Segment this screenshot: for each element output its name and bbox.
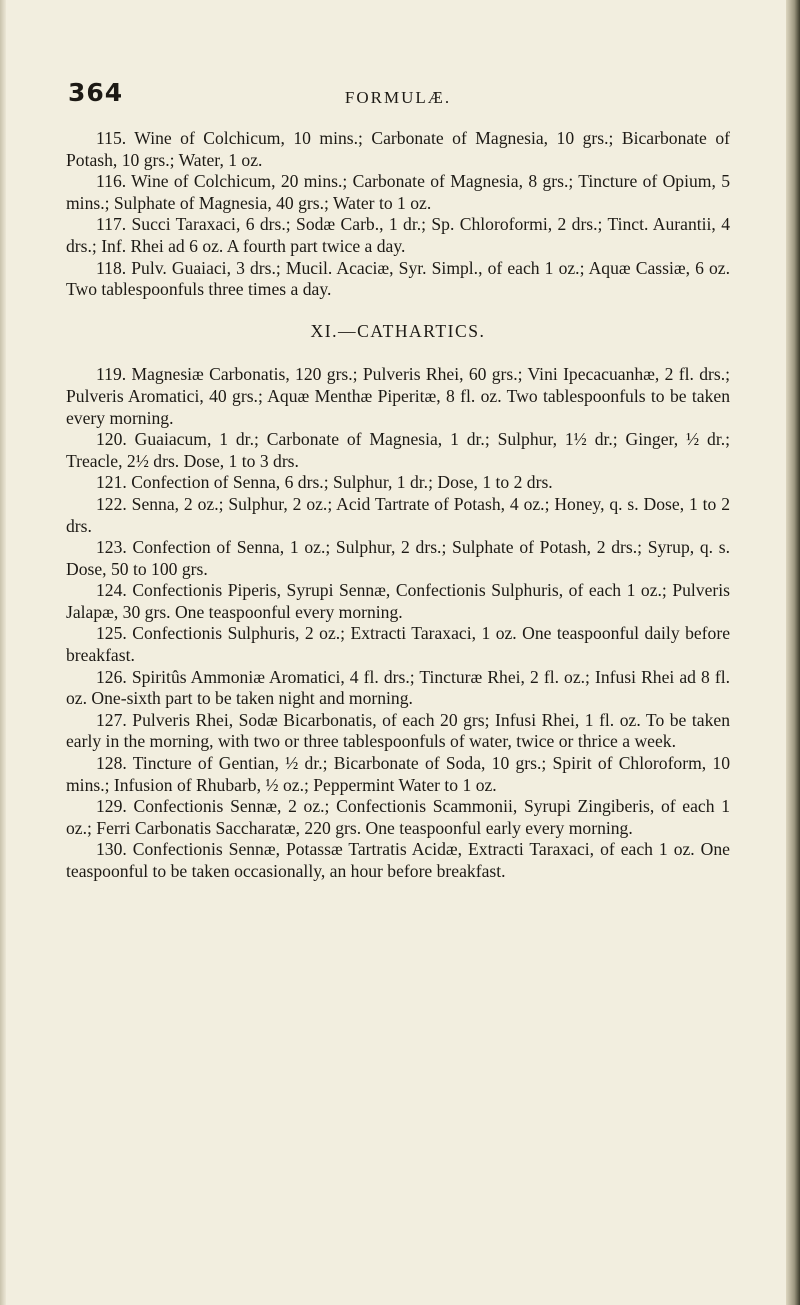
running-head: FORMULÆ.: [344, 88, 452, 107]
formula-125: 125. Confectionis Sulphuris, 2 oz.; Extracti Taraxaci, 1 oz. One teaspoonful daily before breakfast.: [66, 623, 730, 666]
section-heading: XI.—CATHARTICS.: [310, 320, 486, 341]
page-right-edge: [786, 0, 800, 1305]
formula-123: 123. Confection of Senna, 1 oz.; Sulphur, 2 drs.; Sulphate of Potash, 2 drs.; Syrup, q. s. Dose, 50 to 100 grs.: [66, 537, 730, 579]
formula-121: 121. Confection of Senna, 6 drs.; Sulphur, 1 dr.; Dose, 1 to 2 drs.: [96, 472, 553, 493]
formula-128: 128. Tincture of Gentian, ½ dr.; Bicarbonate of Soda, 10 grs.; Spirit of Chloroform, 10 mins.; Infusion of Rhubarb, ½ oz.; Peppermint Water to 1 oz.: [66, 753, 730, 795]
formula-118: 118. Pulv. Guaiaci, 3 drs.; Mucil. Acaciæ, Syr. Simpl., of each 1 oz.; Aquæ Cassiæ, 6 oz. Two tablespoonfuls three times a day.: [66, 257, 730, 300]
page-number: 364: [68, 78, 124, 107]
formula-126: 126. Spiritûs Ammoniæ Aromatici, 4 fl. drs.; Tincturæ Rhei, 2 fl. oz.; Infusi Rhei ad 8 fl. oz. One-sixth part to be taken night and morning.: [66, 666, 730, 709]
page-left-edge: [0, 0, 6, 1305]
formula-124: 124. Confectionis Piperis, Syrupi Sennæ, Confectionis Sulphuris, of each 1 oz.; Pulveris Jalapæ, 30 grs. One teaspoonful every morning.: [66, 580, 730, 622]
formula-127: 127. Pulveris Rhei, Sodæ Bicarbonatis, of each 20 grs; Infusi Rhei, 1 fl. oz. To be taken early in the morning, with two or three tablespoonfuls of water, twice or thrice a week.: [66, 709, 730, 752]
formula-120: 120. Guaiacum, 1 dr.; Carbonate of Magnesia, 1 dr.; Sulphur, 1½ dr.; Ginger, ½ dr.; Treacle, 2½ drs. Dose, 1 to 3 drs.: [66, 429, 730, 471]
formula-115: 115. Wine of Colchicum, 10 mins.; Carbonate of Magnesia, 10 grs.; Bicarbonate of Potash, 10 grs.; Water, 1 oz.: [66, 128, 730, 170]
formula-117: 117. Succi Taraxaci, 6 drs.; Sodæ Carb., 1 dr.; Sp. Chloroformi, 2 drs.; Tinct. Aurantii, 4 drs.; Inf. Rhei ad 6 oz. A fourth part twice a day.: [66, 214, 730, 256]
formula-129: 129. Confectionis Sennæ, 2 oz.; Confectionis Scammonii, Syrupi Zingiberis, of each 1 oz.; Ferri Carbonatis Saccharatæ, 220 grs. One teaspoonful early every morning.: [66, 796, 730, 838]
page-body: [66, 128, 730, 883]
formula-130: 130. Confectionis Sennæ, Potassæ Tartratis Acidæ, Extracti Taraxaci, of each 1 oz. One teaspoonful to be taken occasionally, an hour before breakfast.: [66, 839, 730, 881]
formula-116: 116. Wine of Colchicum, 20 mins.; Carbonate of Magnesia, 8 grs.; Tincture of Opium, 5 mins.; Sulphate of Magnesia, 40 grs.; Water to 1 oz.: [66, 171, 730, 213]
page-header: [68, 78, 728, 114]
formula-119: 119. Magnesiæ Carbonatis, 120 grs.; Pulveris Rhei, 60 grs.; Vini Ipecacuanhæ, 2 fl. drs.; Pulveris Aromatici, 40 grs.; Aquæ Menthæ Piperitæ, 8 fl. oz. Two tablespoonfuls to be taken every morning.: [66, 364, 730, 428]
formula-122: 122. Senna, 2 oz.; Sulphur, 2 oz.; Acid Tartrate of Potash, 4 oz.; Honey, q. s. Dose, 1 to 2 drs.: [66, 493, 730, 536]
